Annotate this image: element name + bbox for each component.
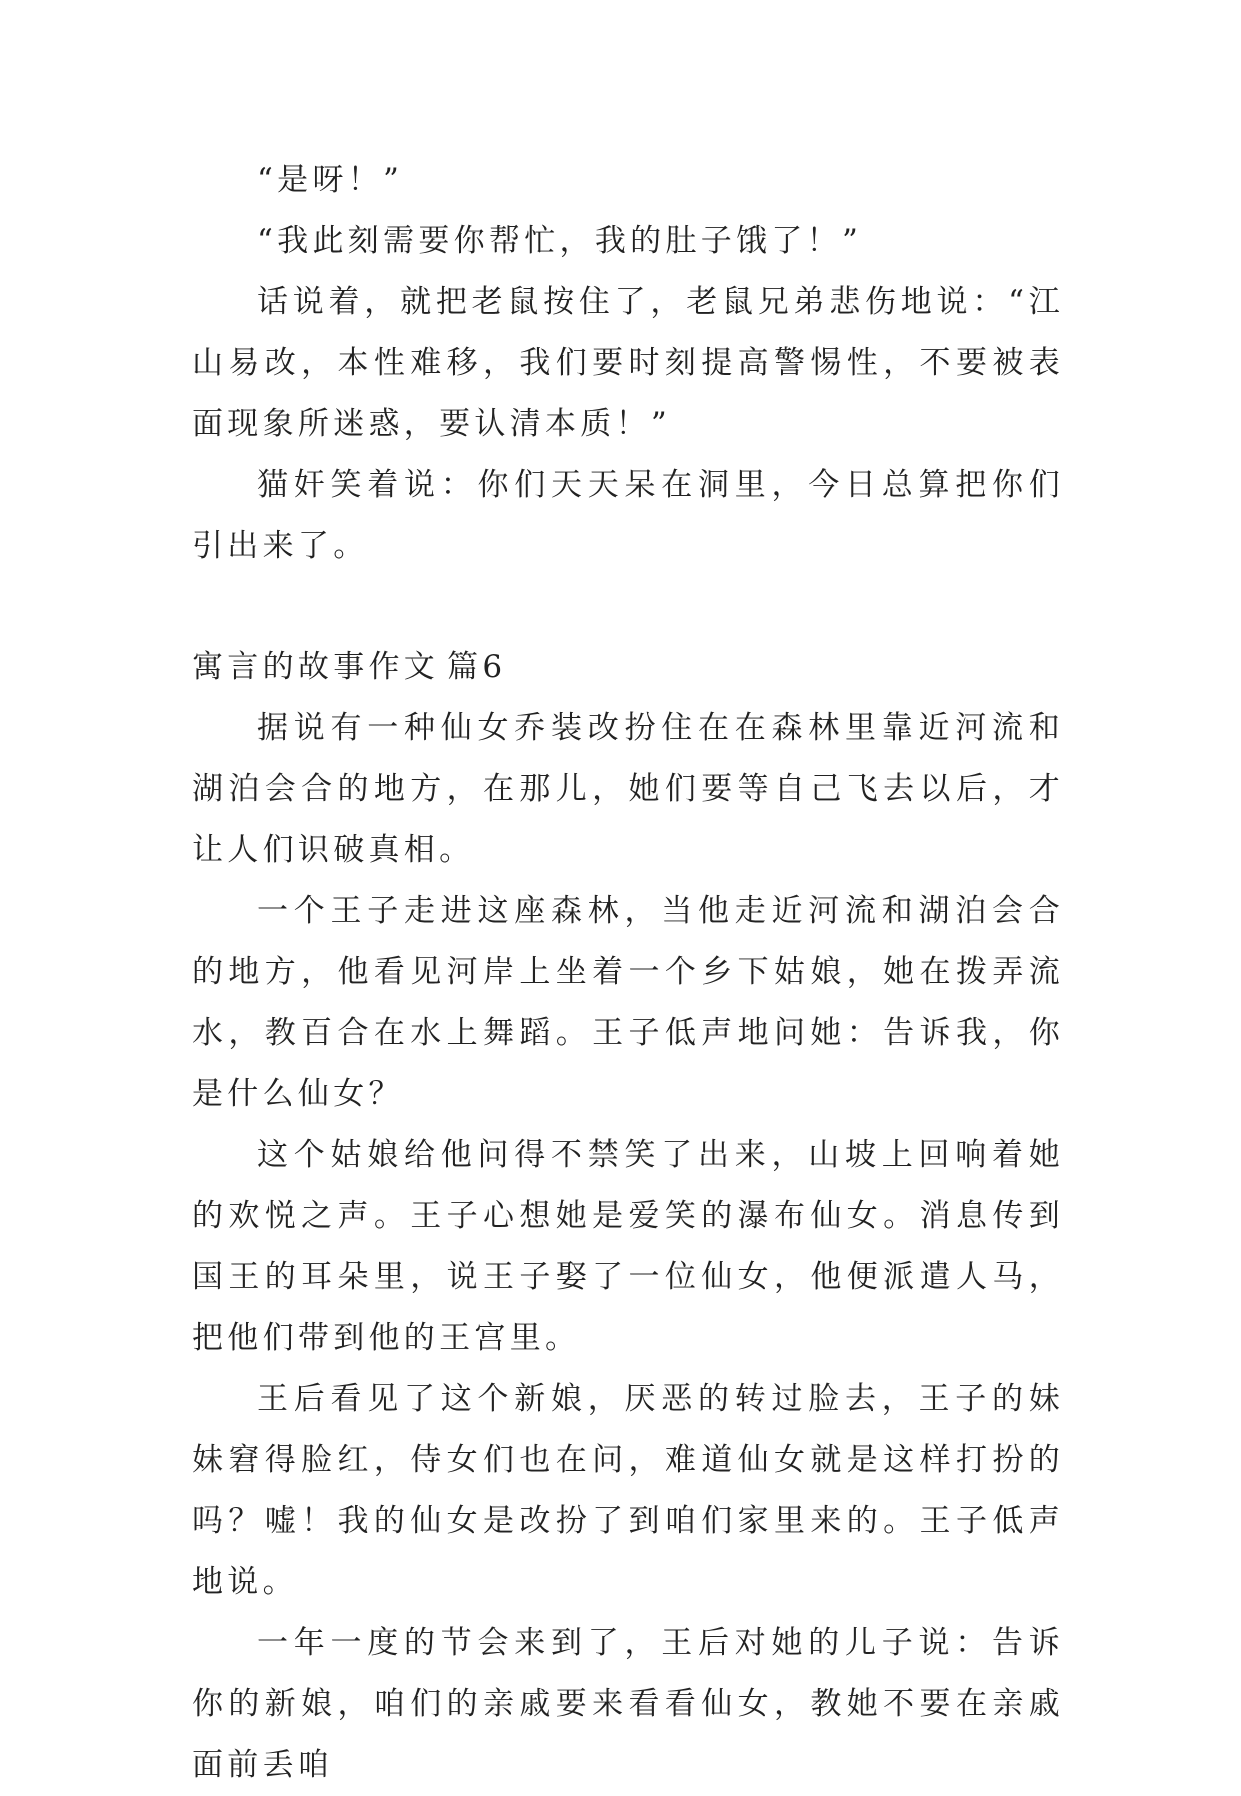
paragraph-cat-laugh: 猫奸笑着说：你们天天呆在洞里，今日总算把你们引出来了。	[192, 467, 1064, 564]
paragraph-queen-bride: 王后看见了这个新娘，厌恶的转过脸去，王子的妹妹窘得脸红，侍女们也在问，难道仙女就是这样打扮的吗？嘘！我的仙女是改扮了到咱们家里来的。王子低声地说。	[192, 1381, 1064, 1600]
paragraph-fairy-legend: 据说有一种仙女乔装改扮住在在森林里靠近河流和湖泊会合的地方，在那儿，她们要等自己飞去以后，才让人们识破真相。	[192, 710, 1064, 868]
document-body	[192, 150, 1064, 1796]
paragraph-festival: 一年一度的节会来到了，王后对她的儿子说：告诉你的新娘，咱们的亲戚要来看看仙女，教她不要在亲戚面前丢咱	[192, 1625, 1064, 1783]
paragraph-girl-laugh: 这个姑娘给他问得不禁笑了出来，山坡上回响着她的欢悦之声。王子心想她是爱笑的瀑布仙女。消息传到国王的耳朵里，说王子娶了一位仙女，他便派遣人马，把他们带到他的王宫里。	[192, 1137, 1064, 1356]
section-heading-title: 寓言的故事作文	[192, 649, 440, 685]
section-heading-number: 篇6	[447, 649, 507, 685]
paragraph-cat-reply: “是呀！”	[257, 162, 404, 198]
paragraph-prince-forest: 一个王子走进这座森林，当他走近河流和湖泊会合的地方，他看见河岸上坐着一个乡下姑娘，她在拨弄流水，教百合在水上舞蹈。王子低声地问她：告诉我，你是什么仙女？	[192, 893, 1064, 1112]
section-heading	[192, 637, 1064, 698]
paragraph-mouse-moral: 话说着，就把老鼠按住了，老鼠兄弟悲伤地说：“江山易改，本性难移，我们要时刻提高警惕性，不要被表面现象所迷惑，要认清本质！”	[192, 284, 1064, 442]
paragraph-cat-hungry: “我此刻需要你帮忙，我的肚子饿了！”	[257, 223, 863, 259]
